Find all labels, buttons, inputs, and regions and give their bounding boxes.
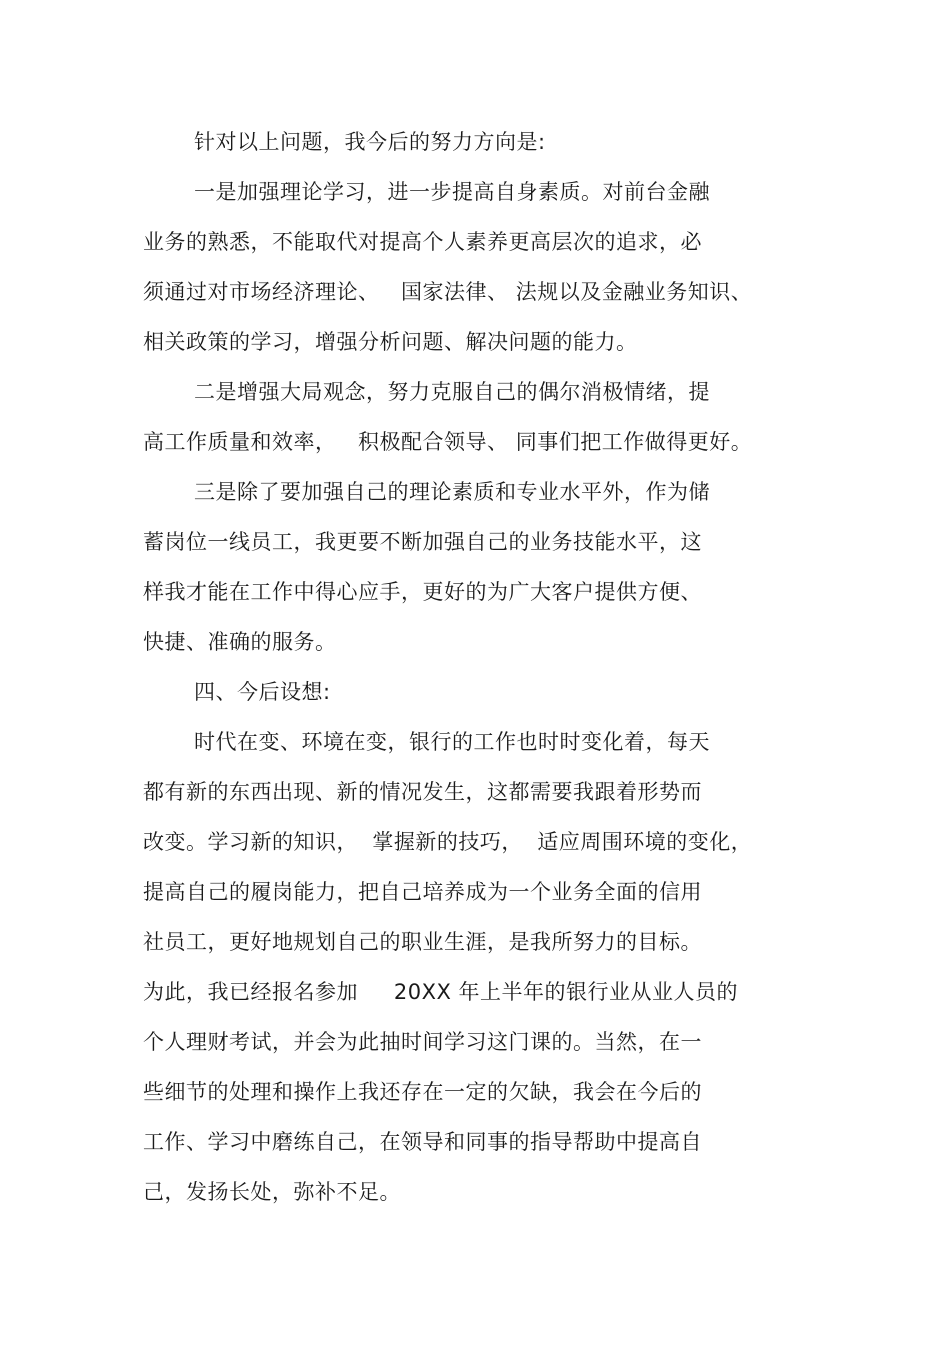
paragraph-line: 业务的熟悉，不能取代对提高个人素养更高层次的追求，必 [143,230,702,254]
paragraph-line: 高工作质量和效率， 积极配合领导、 同事们把工作做得更好。 [143,430,753,454]
paragraph-line: 些细节的处理和操作上我还存在一定的欠缺，我会在今后的 [143,1080,702,1104]
paragraph-line: 时代在变、环境在变，银行的工作也时时变化着，每天 [194,730,710,754]
paragraph-line: 一是加强理论学习，进一步提高自身素质。对前台金融 [194,180,710,204]
paragraph-line: 为此，我已经报名参加 20XX 年上半年的银行业从业人员的 [143,980,739,1004]
paragraph-line: 针对以上问题，我今后的努力方向是: [194,130,546,154]
paragraph-line: 社员工，更好地规划自己的职业生涯，是我所努力的目标。 [143,930,702,954]
paragraph-line: 提高自己的履岗能力，把自己培养成为一个业务全面的信用 [143,880,702,904]
paragraph-line: 样我才能在工作中得心应手，更好的为广大客户提供方便、 [143,580,702,604]
paragraph-line: 个人理财考试，并会为此抽时间学习这门课的。当然，在一 [143,1030,702,1054]
paragraph-line: 二是增强大局观念，努力克服自己的偶尔消极情绪，提 [194,380,710,404]
paragraph-line: 三是除了要加强自己的理论素质和专业水平外，作为储 [194,480,710,504]
paragraph-line: 改变。学习新的知识， 掌握新的技巧， 适应周围环境的变化， [143,830,753,854]
paragraph-line: 己，发扬长处，弥补不足。 [143,1180,401,1204]
section-heading: 四、今后设想: [194,680,331,704]
paragraph-line: 工作、学习中磨练自己，在领导和同事的指导帮助中提高自 [143,1130,702,1154]
paragraph-line: 相关政策的学习，增强分析问题、解决问题的能力。 [143,330,638,354]
paragraph-line: 都有新的东西出现、新的情况发生，这都需要我跟着形势而 [143,780,702,804]
paragraph-line: 须通过对市场经济理论、 国家法律、 法规以及金融业务知识、 [143,280,753,304]
paragraph-line: 蓄岗位一线员工，我更要不断加强自己的业务技能水平，这 [143,530,702,554]
paragraph-line: 快捷、准确的服务。 [143,630,337,654]
